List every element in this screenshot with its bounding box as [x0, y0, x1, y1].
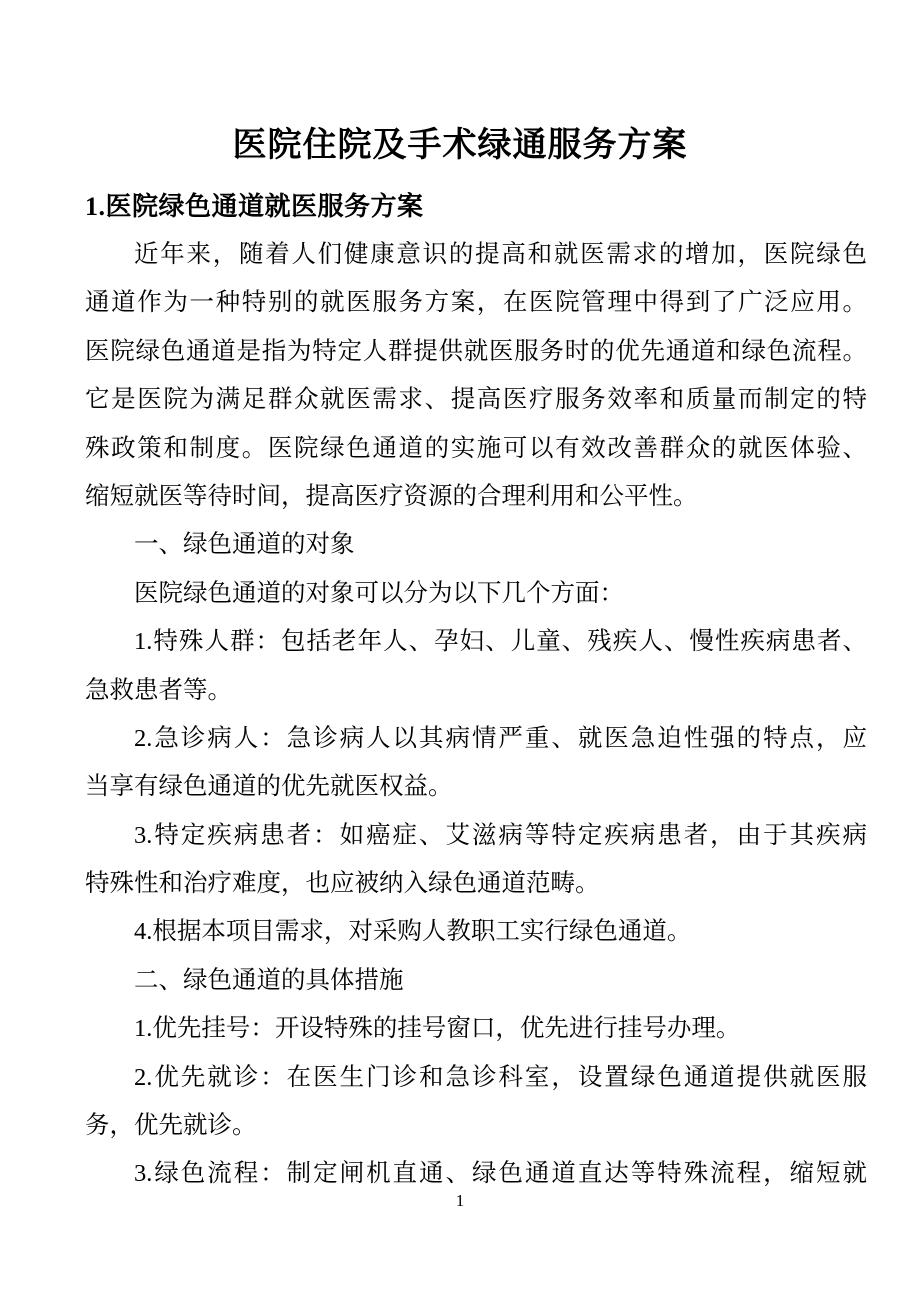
text-line: 殊政策和制度。医院绿色通道的实施可以有效改善群众的就医体验、 — [85, 434, 867, 462]
text-line: 缩短就医等待时间，提高医疗资源的合理利用和公平性。 — [85, 482, 698, 510]
section-heading: 1.医院绿色通道就医服务方案 — [85, 192, 424, 221]
text-line: 3.绿色流程：制定闸机直通、绿色通道直达等特殊流程，缩短就 — [134, 1160, 867, 1188]
document-body — [85, 231, 867, 1199]
text-line: 2.急诊病人：急诊病人以其病情严重、就医急迫性强的特点，应 — [134, 724, 867, 752]
text-line: 4.根据本项目需求，对采购人教职工实行绿色通道。 — [134, 918, 692, 946]
text-line: 急救患者等。 — [85, 676, 232, 704]
document-title: 医院住院及手术绿通服务方案 — [232, 127, 688, 164]
text-line: 1.优先挂号：开设特殊的挂号窗口，优先进行挂号办理。 — [134, 1015, 741, 1043]
text-line: 近年来，随着人们健康意识的提高和就医需求的增加，医院绿色 — [134, 241, 867, 268]
text-line: 2.优先就诊：在医生门诊和急诊科室，设置绿色通道提供就医服 — [134, 1063, 867, 1091]
text-line: 1.特殊人群：包括老年人、孕妇、儿童、残疾人、慢性疾病患者、 — [134, 628, 867, 656]
text-line: 当享有绿色通道的优先就医权益。 — [85, 773, 453, 801]
page-number: 1 — [455, 1191, 465, 1210]
text-line: 通道作为一种特别的就医服务方案，在医院管理中得到了广泛应用。 — [85, 289, 867, 317]
text-line: 务，优先就诊。 — [85, 1112, 257, 1140]
text-line: 特殊性和治疗难度，也应被纳入绿色通道范畴。 — [85, 870, 600, 898]
text-line: 二、绿色通道的具体措施 — [134, 966, 404, 994]
text-line: 它是医院为满足群众就医需求、提高医疗服务效率和质量而制定的特 — [85, 386, 867, 414]
text-line: 一、绿色通道的对象 — [134, 531, 355, 559]
text-line: 3.特定疾病患者：如癌症、艾滋病等特定疾病患者，由于其疾病 — [134, 821, 867, 849]
text-line: 医院绿色通道是指为特定人群提供就医服务时的优先通道和绿色流程。 — [85, 337, 867, 365]
text-line: 医院绿色通道的对象可以分为以下几个方面： — [134, 579, 624, 607]
